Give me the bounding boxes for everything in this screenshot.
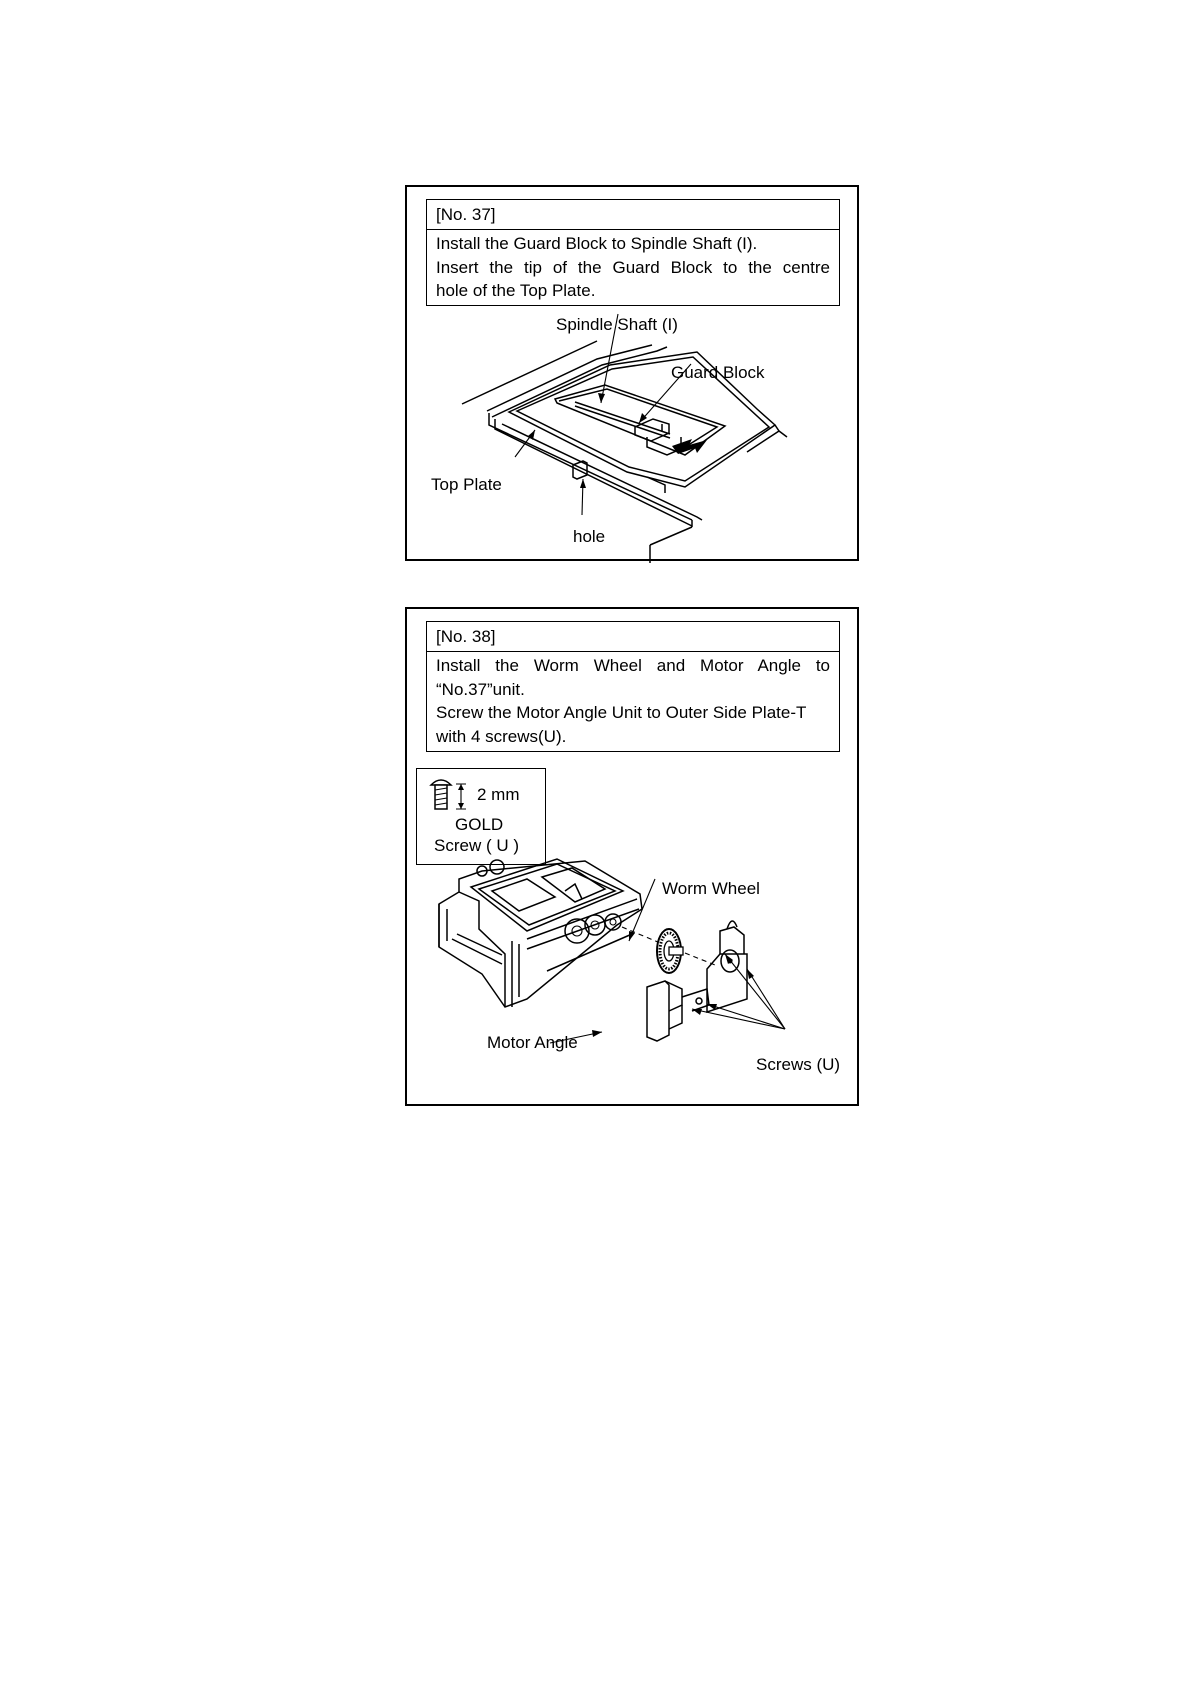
step-38-line-2: “No.37”unit. (436, 679, 525, 699)
step-37-diagram (407, 187, 861, 563)
step-38-number: [No. 38] (427, 622, 839, 652)
screw-material: GOLD (455, 815, 504, 834)
hole-label: hole (573, 527, 606, 546)
screws-label: Screws (U) (756, 1055, 841, 1074)
step-38-line-4: with 4 screws(U). (436, 726, 567, 746)
step-37-line-1: Install the Guard Block to Spindle Shaft (I). (436, 234, 758, 253)
step-38-line-3: Screw the Motor Angle Unit to Outer Side Plate-T (436, 703, 807, 722)
step-38-diagram (407, 609, 861, 1108)
worm-wheel-label: Worm Wheel (662, 879, 760, 898)
step-37-line-3: hole of the Top Plate. (436, 281, 596, 300)
step-37-panel (405, 185, 859, 561)
top-plate-label: Top Plate (431, 475, 502, 494)
screw-size: 2 mm (477, 785, 520, 804)
screw-name: Screw ( U ) (434, 836, 519, 855)
step-37-line-2: Insert the tip of the Guard Block to the centre (436, 257, 830, 277)
guard-block-label: Guard Block (671, 363, 765, 382)
motor-angle-label: Motor Angle (487, 1033, 578, 1052)
worm-wheel-drawing (657, 929, 715, 973)
spindle-shaft-label: Spindle Shaft (I) (556, 315, 678, 334)
step-38-panel (405, 607, 859, 1106)
step-38-line-1: Install the Worm Wheel and Motor Angle to (436, 656, 830, 675)
step-37-number: [No. 37] (427, 200, 839, 230)
